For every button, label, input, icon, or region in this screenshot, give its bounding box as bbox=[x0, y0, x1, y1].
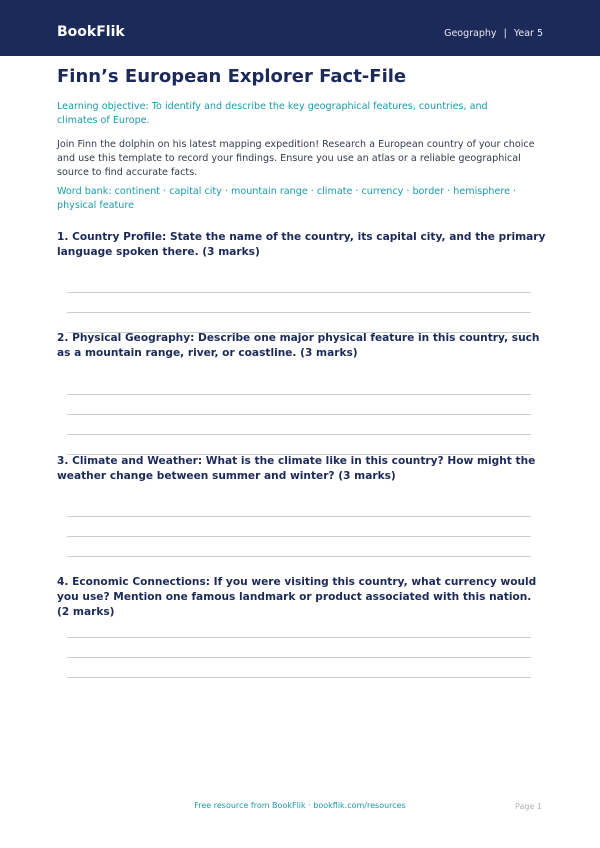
intro-text: Join Finn the dolphin on his latest mapping expedition! Research a European country of your choice and use this template to record your findings. Ensure you use an atlas or a reliable geographical source to find accurate facts. bbox=[57, 139, 535, 178]
footer-text[interactable]: Free resource from BookFlik · bookflik.com/resources bbox=[194, 801, 406, 810]
answer-line[interactable] bbox=[67, 637, 531, 638]
subject-label: Geography bbox=[444, 28, 497, 39]
brand-logo[interactable]: BookFlik bbox=[57, 24, 125, 40]
answer-line[interactable] bbox=[67, 677, 531, 678]
answer-line[interactable] bbox=[67, 414, 531, 415]
header-bar bbox=[0, 0, 600, 56]
question-2: 2. Physical Geography: Describe one major physical feature in this country, such as a mountain range, river, or coastline. (3 marks) bbox=[57, 332, 540, 359]
answer-line[interactable] bbox=[67, 516, 531, 517]
question-3: 3. Climate and Weather: What is the climate like in this country? How might the weather change between summer and winter? (3 marks) bbox=[57, 455, 536, 482]
question-4: 4. Economic Connections: If you were visiting this country, what currency would you use? Mention one famous landmark or product associated with this nation. (2 marks) bbox=[57, 576, 537, 618]
question-1: 1. Country Profile: State the name of the country, its capital city, and the primary language spoken there. (3 marks) bbox=[57, 231, 546, 258]
answer-line[interactable] bbox=[67, 394, 531, 395]
answer-line[interactable] bbox=[67, 312, 531, 313]
answer-line[interactable] bbox=[67, 292, 531, 293]
word-bank: Word bank: continent · capital city · mountain range · climate · currency · border · hemisphere · physical feature bbox=[57, 186, 517, 211]
meta-separator: | bbox=[503, 28, 507, 39]
page-number: Page 1 bbox=[515, 802, 542, 811]
learning-objective: Learning objective: To identify and describe the key geographical features, countries, and climates of Europe. bbox=[57, 101, 488, 126]
answer-line[interactable] bbox=[67, 434, 531, 435]
answer-line[interactable] bbox=[67, 536, 531, 537]
answer-line[interactable] bbox=[67, 556, 531, 557]
year-label: Year 5 bbox=[513, 28, 543, 39]
header-meta bbox=[444, 28, 543, 39]
answer-line[interactable] bbox=[67, 657, 531, 658]
page-title: Finn’s European Explorer Fact-File bbox=[57, 66, 407, 87]
